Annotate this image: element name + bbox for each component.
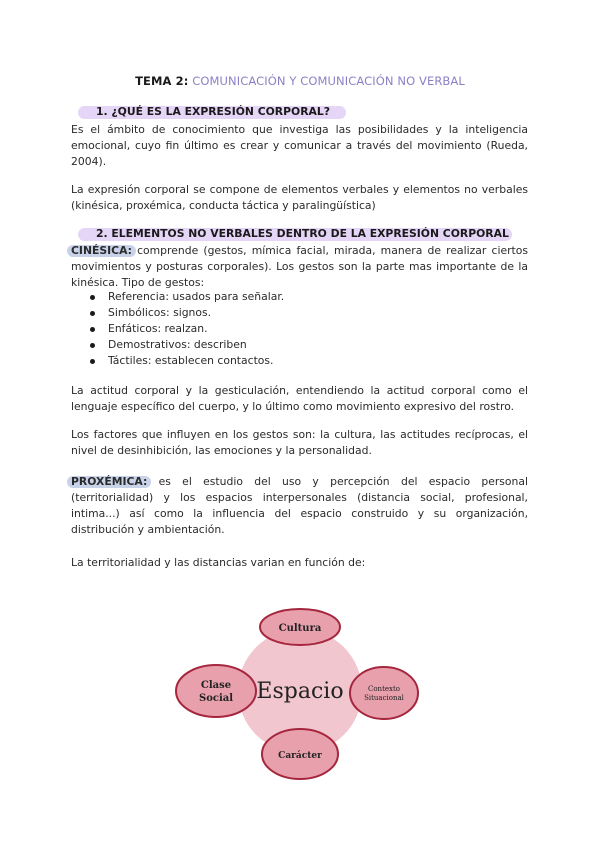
kinesica-paragraph xyxy=(71,243,528,291)
cultura-label: Cultura xyxy=(278,623,322,634)
bullet-icon xyxy=(90,327,95,332)
bullet-icon xyxy=(90,311,95,316)
center-label: Espacio xyxy=(256,679,344,704)
proxemica-text: es el estudio del uso y percepción del espacio personal (territorialidad) y los espacios interpersonales (distancia social, profesional, intima...) así como la influencia del espacio construido y su organización, distribución y ambientación. xyxy=(71,475,528,536)
bullet-icon xyxy=(90,343,95,348)
section1-paragraph-1: Es el ámbito de conocimiento que investiga las posibilidades y la inteligencia emocional, cuyo fin último es crear y comunicar a través del movimiento (Rueda, 2004). xyxy=(71,123,528,168)
contexto-label-line2: Situacional xyxy=(364,694,404,702)
kinesica-text: comprende (gestos, mímica facial, mirada, manera de realizar ciertos movimientos y posturas corporales). Los gestos son la parte mas importante de la kinésica. Tipo de gestos: xyxy=(71,244,528,289)
page-title xyxy=(0,74,600,88)
clase-social-circle xyxy=(176,665,256,717)
proxemica-paragraph xyxy=(71,474,528,538)
clase-label-line2: Social xyxy=(198,693,234,704)
bullet-icon xyxy=(90,359,95,364)
actitud-paragraph: La actitud corporal y la gesticulación, entendiendo la actitud corporal como el lenguaje específico del cuerpo, y lo último como movimiento expresivo del rostro. xyxy=(71,384,528,413)
kinesica-term-wrap xyxy=(71,244,132,257)
proxemica-term-wrap xyxy=(71,475,147,488)
section1-paragraph-2: La expresión corporal se compone de elementos verbales y elementos no verbales (kinésica, proxémica, conducta táctica y paralingüística) xyxy=(71,183,528,212)
kinesica-term: CINÉSICA: xyxy=(71,244,132,257)
caracter-label: Carácter xyxy=(278,751,322,761)
title-prefix: TEMA 2: xyxy=(135,74,189,88)
espacio-diagram xyxy=(160,605,420,785)
section1-heading: 1. ¿QUÉ ES LA EXPRESIÓN CORPORAL? xyxy=(96,105,331,118)
list-item: Demostrativos: describen xyxy=(71,337,284,353)
list-item: Referencia: usados para señalar. xyxy=(71,289,284,305)
proxemica-term: PROXÉMICA: xyxy=(71,475,148,488)
section2-heading: 2. ELEMENTOS NO VERBALES DENTRO DE LA EXPRESIÓN CORPORAL xyxy=(96,227,509,240)
contexto-label-line1: Contexto xyxy=(367,685,401,693)
list-item: Táctiles: establecen contactos. xyxy=(71,353,284,369)
territorialidad-paragraph: La territorialidad y las distancias varian en función de: xyxy=(71,556,366,569)
bullet-icon xyxy=(90,295,95,300)
gesture-types-list xyxy=(71,289,284,369)
list-item: Enfáticos: realzan. xyxy=(71,321,284,337)
factores-paragraph: Los factores que influyen en los gestos son: la cultura, las actitudes recíprocas, el nivel de desinhibición, las emociones y la personalidad. xyxy=(71,428,528,457)
contexto-circle xyxy=(350,667,418,719)
clase-label-line1: Clase xyxy=(200,680,232,691)
title-text: COMUNICACIÓN Y COMUNICACIÓN NO VERBAL xyxy=(192,74,465,88)
list-item: Simbólicos: signos. xyxy=(71,305,284,321)
